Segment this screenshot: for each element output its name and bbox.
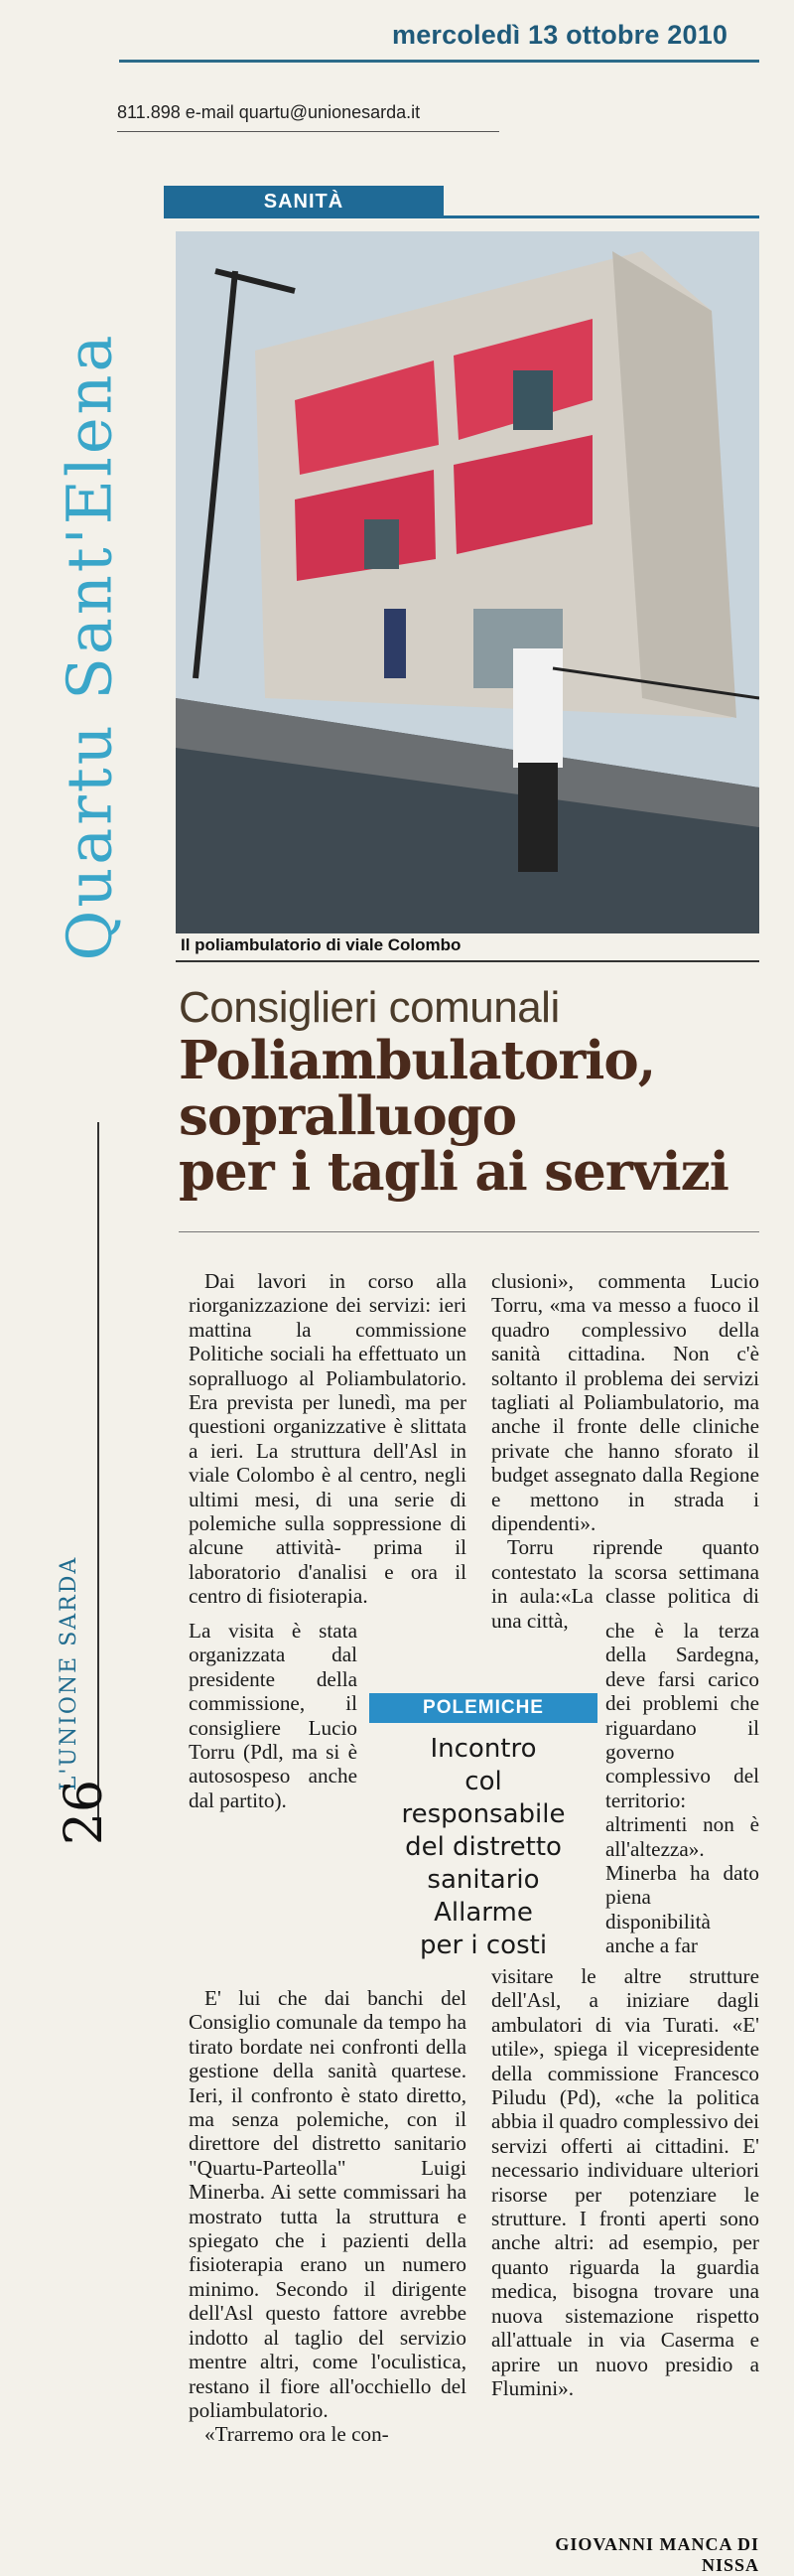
paragraph: «Trarremo ora le con-	[204, 2422, 389, 2447]
box-line: Incontro	[430, 1734, 537, 1764]
side-divider	[97, 1122, 99, 1837]
contact-rule	[117, 131, 499, 132]
caption-rule	[176, 960, 759, 962]
column-2-top	[491, 1269, 759, 1633]
building-photo	[176, 231, 759, 933]
sidebar-box-tag: POLEMICHE	[369, 1693, 597, 1723]
article-headline	[179, 1030, 774, 1203]
box-line: sanitario	[427, 1865, 540, 1895]
headline-line: per i tagli ai servizi	[179, 1141, 728, 1203]
paragraph: Dai lavori in corso alla riorganizzazione dei servizi: ieri mattina la commissione Politiche sociali ha effettuato un sopralluogo al Poliambulatorio. Era prevista per lunedì, ma per questioni organizzative è slittata a ieri. La struttura dell'Asl in viale Colombo è al centro, negli ultimi mesi, di una serie di polemiche sulla soppressione di alcune attività- prima il laboratorio d'analisi e ora il centro di fisioterapia.	[189, 1269, 466, 1609]
column-1-mid	[189, 1619, 357, 1812]
sidebar-box-text	[369, 1733, 597, 1962]
header-rule	[119, 60, 759, 63]
page-date: mercoledì 13 ottobre 2010	[392, 20, 728, 50]
box-line: Allarme	[434, 1898, 533, 1928]
paragraph: visitare le altre strutture dell'Asl, a iniziare dagli ambulatori di via Turati. «E' utile», spiega il vicepresidente della commissione Francesco Piludu (Pd), «che la politica abbia il quadro complessivo dei servizi offerti ai cittadini. E' necessario individuare ulteriori risorse per potenziare le strutture. I fronti aperti sono anche altri: ad esempio, per quanto riguarda la guardia medica, bisogna trovare una nuova sistemazione rispetto all'attuale in via Caserma e aprire un nuovo presidio a Flumini».	[491, 1964, 759, 2400]
column-1-top	[189, 1269, 466, 1609]
headline-line: Poliambulatorio,	[179, 1030, 656, 1091]
section-tag: SANITÀ	[164, 186, 444, 217]
column-2-bottom	[491, 1964, 759, 2400]
contact-line: 811.898 e-mail quartu@unionesarda.it	[117, 102, 421, 122]
paragraph: La visita è stata organizzata dal presidente della commissione, il consigliere Lucio Torru (Pdl, ma si è autosospeso anche dal partito).	[189, 1619, 357, 1812]
box-line: col	[464, 1767, 502, 1796]
headline-line: sopralluogo	[179, 1085, 517, 1147]
paragraph: Torru riprende quanto contestato la scorsa settimana in aula:«La classe politica di una città,	[491, 1535, 759, 1633]
photo-caption: Il poliambulatorio di viale Colombo	[181, 935, 462, 954]
box-line: per i costi	[419, 1931, 548, 1960]
box-line: responsabile	[401, 1799, 566, 1829]
paragraph: clusioni», commenta Lucio Torru, «ma va messo a fuoco il quadro complessivo della sanità cittadina. Non c'è soltanto il problema dei servizi tagliati al Poliambulatorio, ma anche il fronte delle cliniche private che hanno sforato il budget assegnato dalla Regione e mettono in strada i dipendenti».	[491, 1269, 759, 1536]
column-1-bottom	[189, 1986, 466, 2447]
article-kicker: Consiglieri comunali	[179, 983, 560, 1032]
column-2-mid	[605, 1619, 759, 1958]
headline-rule	[179, 1231, 759, 1232]
paragraph: che è la terza della Sardegna, deve farsi carico dei problemi che riguardano il governo complessivo del territorio: altrimenti non è all'altezza». Minerba ha dato piena disponibilità anche a far	[605, 1619, 759, 1958]
section-tag-rule	[164, 215, 759, 218]
section-title: Quartu Sant'Elena	[53, 332, 126, 961]
box-line: del distretto	[405, 1832, 562, 1862]
paragraph: E' lui che dai banchi del Consiglio comunale da tempo ha tirato bordate nei confronti della gestione della sanità quartese. Ieri, il confronto è stato diretto, ma senza polemiche, con il direttore del distretto sanitario "Quartu-Parteolla" Luigi Minerba. Ai sette commissari ha mostrato tutta la struttura e spiegato che i pazienti della fisioterapia erano un numero minimo. Secondo il dirigente dell'Asl questo fattore avrebbe indotto al taglio del servizio mentre altri, come l'oculistica, restano il fiore all'occhiello del poliambulatorio.	[189, 1986, 466, 2422]
byline: GIOVANNI MANCA DI NISSA	[555, 2534, 759, 2575]
page-number: 26	[55, 1779, 114, 1846]
newspaper-name: L'UNIONE SARDA	[57, 1555, 81, 1791]
